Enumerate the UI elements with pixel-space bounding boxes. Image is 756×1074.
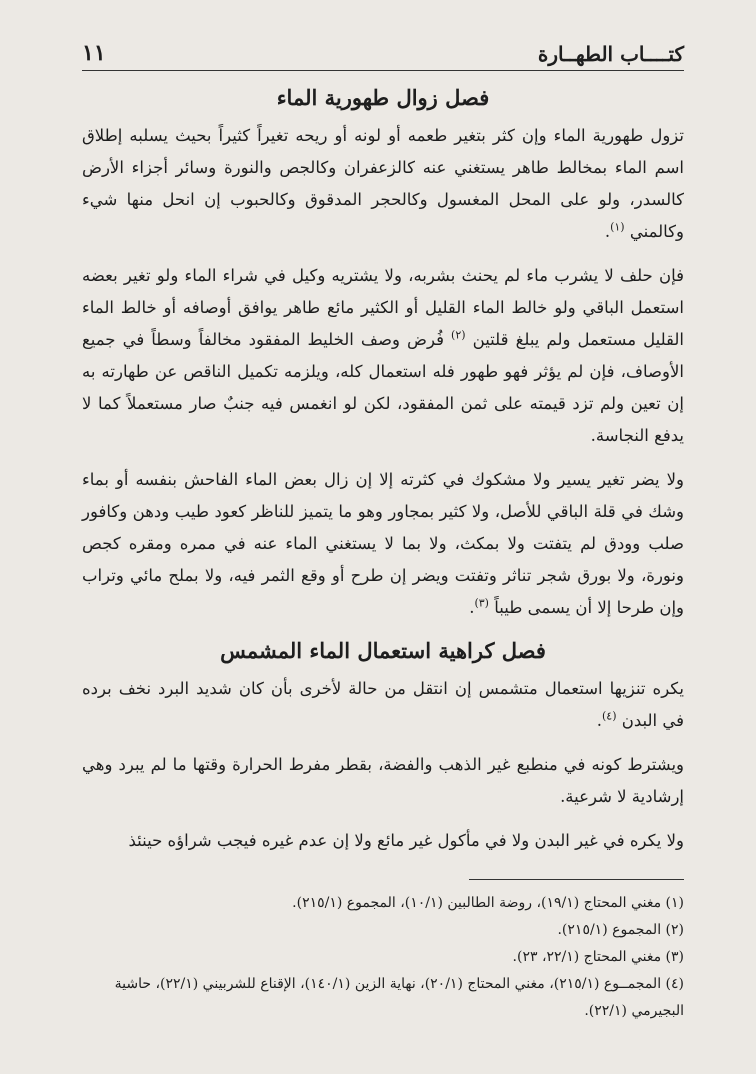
footnote: (٢) المجموع (٢١٥/١). <box>557 922 684 938</box>
section-title: فصل زوال طهورية الماء <box>276 85 490 110</box>
paragraph: تزول طهورية الماء وإن كثر بتغير طعمه أو لونه أو ريحه تغيراً كثيراً بحيث يسلبه إطلاق اسم الماء بمخالط طاهر يستغني عنه كالزعفران وكالجص والنورة وسائر أجزاء الأرض كالسدر، ولو على المحل المغسول وكالحجر المدقوق وكالحبوب إن انحل منها شيء وكالمني $^{(١)}$. <box>82 126 684 241</box>
page-header <box>82 28 684 71</box>
section-title: فصل كراهية استعمال الماء المشمس <box>220 638 546 663</box>
footnote: (١) مغني المحتاج (١٩/١)، روضة الطالبين (١٠/١)، المجموع (٢١٥/١). <box>292 895 684 911</box>
paragraph: ولا يكره في غير البدن ولا في مأكول غير مائع ولا إن عدم غيره فيجب شراؤه حينئذ <box>128 831 684 850</box>
paragraph: يكره تنزيها استعمال متشمس إن انتقل من حالة لأخرى بأن كان شديد البرد نخف برده في البدن $^{(٤)}$. <box>82 679 684 730</box>
footnote-ref[interactable]: (٤) <box>601 709 617 723</box>
paragraph: ولا يضر تغير يسير ولا مشكوك في كثرته إلا إن زال بعض الماء الفاحش بنفسه أو بماء وشك في قلة الباقي للأصل، ولا كثير بمجاور وهو ما يتميز للناظر كعود طيب ودهن وكافور صلب وودق لم يتفتت ولا بمكث، ولا بما لا يستغني الماء عنه في ممره ومقره كجص ونورة، ولا بورق شجر تناثر وتفتت ويضر إن طرح أو وقع الثمر فيه، ولا بملح مائي وتراب وإن طرحا إلا أن يسمى طيباً $^{(٣)}$. <box>82 470 684 617</box>
section-sun-heated-water <box>82 638 684 857</box>
running-title: كتــــاب الطهــارة <box>537 42 684 66</box>
footnotes <box>82 890 684 1025</box>
footnote-ref[interactable]: (١) <box>610 220 625 234</box>
paragraph: ويشترط كونه في منطبع غير الذهب والفضة، بقطر مفرط الحرارة وقتها ما لم يبرد وهي إرشادية لا شرعية. <box>82 755 684 806</box>
footnote-ref[interactable]: (٢) <box>451 328 466 342</box>
footnote: (٣) مغني المحتاج (٢٢/١، ٢٣). <box>512 949 684 965</box>
footnote-ref[interactable]: (٣) <box>474 596 489 610</box>
paragraph: فإن حلف لا يشرب ماء لم يحنث بشربه، ولا يشتريه وكيل في شراء الماء ولو تغير بعضه استعمل الباقي ولو خالط الماء القليل أو الكثير مائع طاهر يوافق أوصافه أو خالط الماء القليل مستعمل ولم يبلغ قلتين $^{(٢)}$ فُرض وصف الخليط المفقود مخالفاً وسطاً في جميع الأوصاف، فإن لم يؤثر فهو طهور فله استعمال كله، ويلزمه تكميل الناقص عن طهارته به إن تعين ولم تزد قيمته على ثمن المفقود، لكن لو انغمس فيه جنبٌ صار مستعملاً كما لا يدفع النجاسة. <box>82 266 685 445</box>
footnote-divider <box>469 879 684 880</box>
section-water-purity <box>82 85 684 624</box>
page-number: ١١ <box>82 40 106 66</box>
footnote: (٤) المجمــوع (٢١٥/١)، مغني المحتاج (٢٠/١)، نهاية الزين (١٤٠/١)، الإقناع للشربيني (٢٢/١)، حاشية البجيرمي (٢٢/١). <box>114 976 684 1019</box>
